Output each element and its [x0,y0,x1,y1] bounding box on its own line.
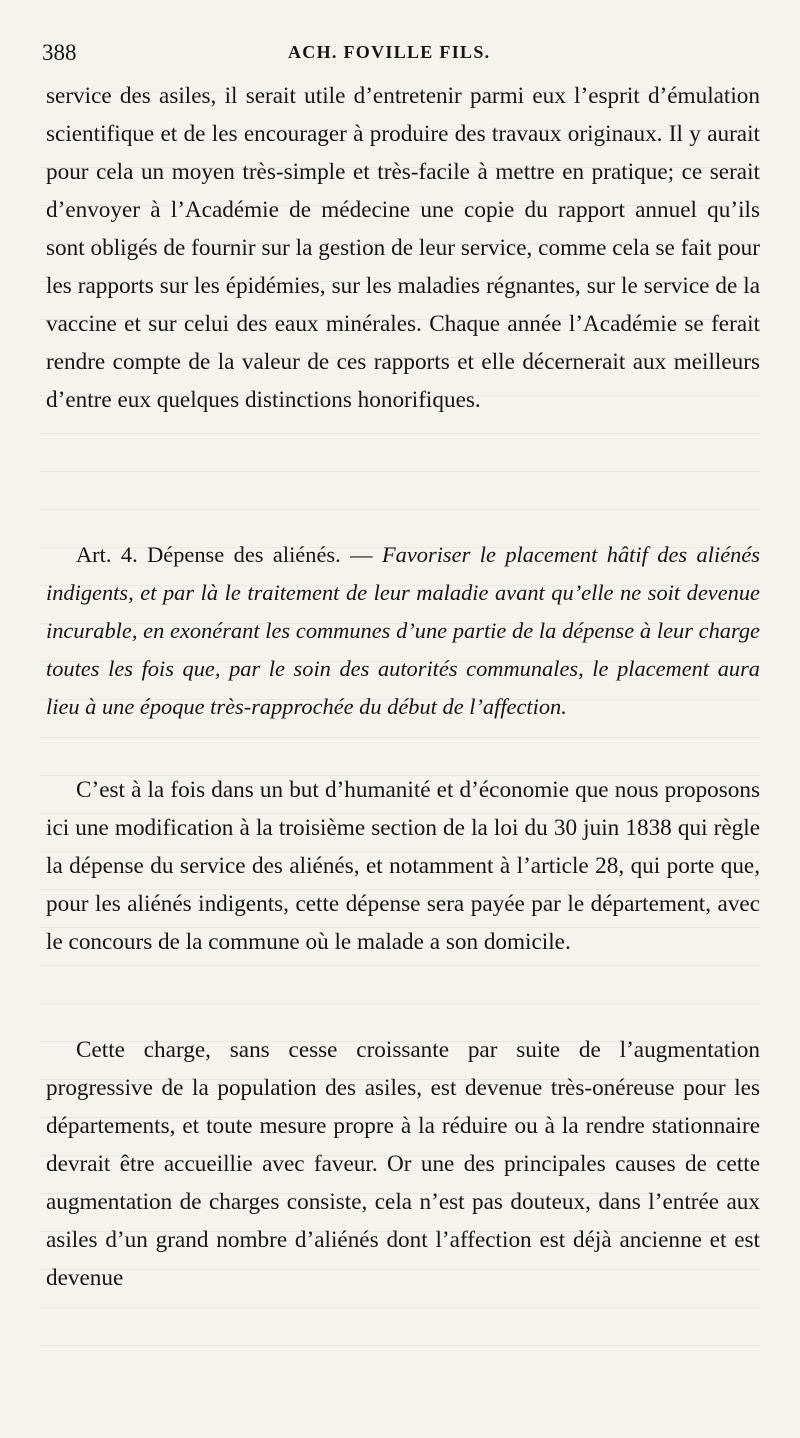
paragraph-text: Cette charge, sans cesse croissante par suite de l’augmentation progressive de la population des asiles, est devenue très-onéreuse pour les départements, et toute mesure propre à la réduire ou à la rendre stationnaire devrait être accueillie avec faveur. Or une des principales causes de cette augmentation de charges consiste, cela n’est pas douteux, dans l’entrée aux asiles d’un grand nombre d’aliénés dont l’affection est déjà ancienne et est devenue [46,1037,760,1291]
paragraph-text: C’est à la fois dans un but d’humanité et d’économie que nous proposons ici une modification à la troisième section de la loi du 30 juin 1838 qui règle la dépense du service des aliénés, et notamment à l’article 28, qui porte que, pour les aliénés indigents, cette dépense sera payée par le département, avec le concours de la commune où le malade a son domicile. [46,777,760,955]
page-header [40,38,760,74]
page-number: 388 [42,40,77,65]
running-head: ACH. FOVILLE FILS. [288,42,491,62]
paragraph-4 [46,1031,760,1297]
paragraph-text: service des asiles, il serait utile d’entretenir parmi eux l’esprit d’émulation scientifique et de les encourager à produire des travaux originaux. Il y aurait pour cela un moyen très-simple et très-facile à mettre en pratique; ce serait d’envoyer à l’Académie de médecine une copie du rapport annuel qu’ils sont obligés de fournir sur la gestion de leur service, comme cela se fait pour les rapports sur les épidémies, sur les maladies régnantes, sur le service de la vaccine et sur celui des eaux minérales. Chaque année l’Académie se ferait rendre compte de la valeur de ces rapports et elle décernerait aux meilleurs d’entre eux quelques distinctions honorifiques. [46,83,760,413]
paragraph-3 [46,771,760,961]
paragraph-2 [46,536,760,726]
paragraph-1 [46,77,760,419]
article-paragraph [46,536,760,726]
article-heading: Art. 4. Dépense des aliénés. — [76,542,373,567]
article-italic-text: Favoriser le placement hâtif des aliénés indigents, et par là le traitement de leur maladie avant qu’elle ne soit devenue incurable, en exonérant les communes d’une partie de la dépense à leur charge toutes les fois que, par le soin des autorités communales, le placement aura lieu à une époque très-rapprochée du début de l’affection. [46,542,760,719]
